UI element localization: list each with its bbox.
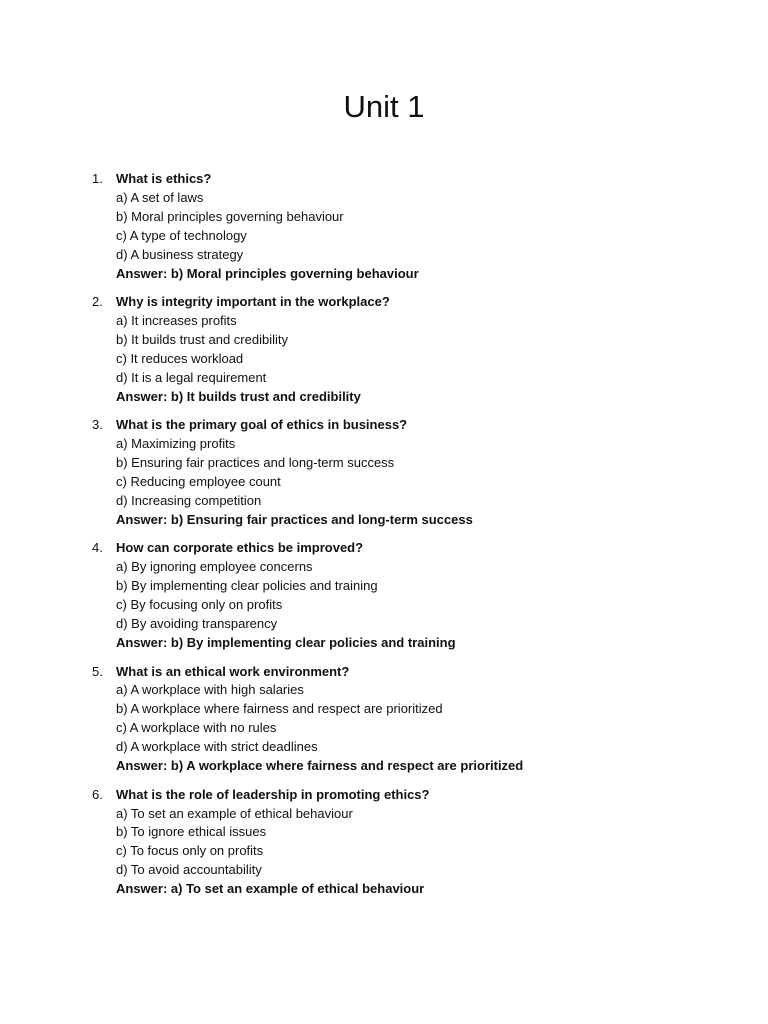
question-body xyxy=(116,663,768,776)
answer-text: Answer: b) By implementing clear policies and training xyxy=(116,634,456,650)
question-item xyxy=(0,293,768,406)
question-item xyxy=(0,539,768,652)
question-item xyxy=(0,786,768,899)
question-text: What is the role of leadership in promoting ethics? xyxy=(116,786,430,802)
question-item xyxy=(0,416,768,529)
option-list xyxy=(116,558,768,634)
option-list xyxy=(116,189,768,265)
option-d: d) Increasing competition xyxy=(116,492,262,508)
option-b: b) A workplace where fairness and respect are prioritized xyxy=(116,701,443,717)
option-b: b) Ensuring fair practices and long-term success xyxy=(116,455,395,471)
question-text: What is an ethical work environment? xyxy=(116,663,350,679)
question-number: 1. xyxy=(92,171,103,186)
question-item xyxy=(0,170,768,283)
question-text: What is ethics? xyxy=(116,171,212,186)
option-a: a) A workplace with high salaries xyxy=(116,682,304,698)
question-number: 4. xyxy=(92,540,103,556)
option-c: c) To focus only on profits xyxy=(116,843,264,859)
option-a: a) To set an example of ethical behaviour xyxy=(116,805,353,821)
option-b: b) Moral principles governing behaviour xyxy=(116,208,344,224)
answer-text: Answer: b) Moral principles governing behaviour xyxy=(116,265,419,281)
answer-text: Answer: a) To set an example of ethical behaviour xyxy=(116,881,425,897)
option-b: b) It builds trust and credibility xyxy=(116,331,288,347)
option-c: c) A workplace with no rules xyxy=(116,720,277,736)
option-list xyxy=(116,681,768,757)
option-c: c) By focusing only on profits xyxy=(116,597,283,613)
question-number: 2. xyxy=(92,294,103,310)
option-d: d) A business strategy xyxy=(116,246,244,262)
option-d: d) It is a legal requirement xyxy=(116,369,267,385)
option-a: a) By ignoring employee concerns xyxy=(116,559,313,575)
option-a: a) A set of laws xyxy=(116,189,204,205)
question-text: How can corporate ethics be improved? xyxy=(116,540,364,556)
question-number: 3. xyxy=(92,417,103,433)
question-number: 6. xyxy=(92,786,103,802)
question-text: Why is integrity important in the workplace? xyxy=(116,294,390,310)
option-c: c) A type of technology xyxy=(116,227,247,243)
option-c: c) Reducing employee count xyxy=(116,473,281,489)
question-list xyxy=(0,170,768,909)
answer-text: Answer: b) A workplace where fairness and respect are prioritized xyxy=(116,758,524,774)
option-list xyxy=(116,805,768,881)
question-body xyxy=(116,293,768,406)
question-number: 5. xyxy=(92,663,103,679)
option-a: a) Maximizing profits xyxy=(116,436,236,452)
question-body xyxy=(116,786,768,899)
option-b: b) To ignore ethical issues xyxy=(116,824,267,840)
question-text: What is the primary goal of ethics in business? xyxy=(116,417,408,433)
option-d: d) A workplace with strict deadlines xyxy=(116,739,318,755)
question-body xyxy=(116,170,768,283)
question-body xyxy=(116,416,768,529)
option-b: b) By implementing clear policies and training xyxy=(116,578,378,594)
question-body xyxy=(116,539,768,652)
option-d: d) By avoiding transparency xyxy=(116,616,278,631)
option-a: a) It increases profits xyxy=(116,313,237,329)
option-c: c) It reduces workload xyxy=(116,350,244,366)
option-d: d) To avoid accountability xyxy=(116,862,262,878)
option-list xyxy=(116,435,768,511)
answer-text: Answer: b) It builds trust and credibility xyxy=(116,388,361,404)
question-item xyxy=(0,663,768,776)
page-title: Unit 1 xyxy=(343,89,425,124)
option-list xyxy=(116,312,768,388)
answer-text: Answer: b) Ensuring fair practices and long-term success xyxy=(116,511,473,527)
